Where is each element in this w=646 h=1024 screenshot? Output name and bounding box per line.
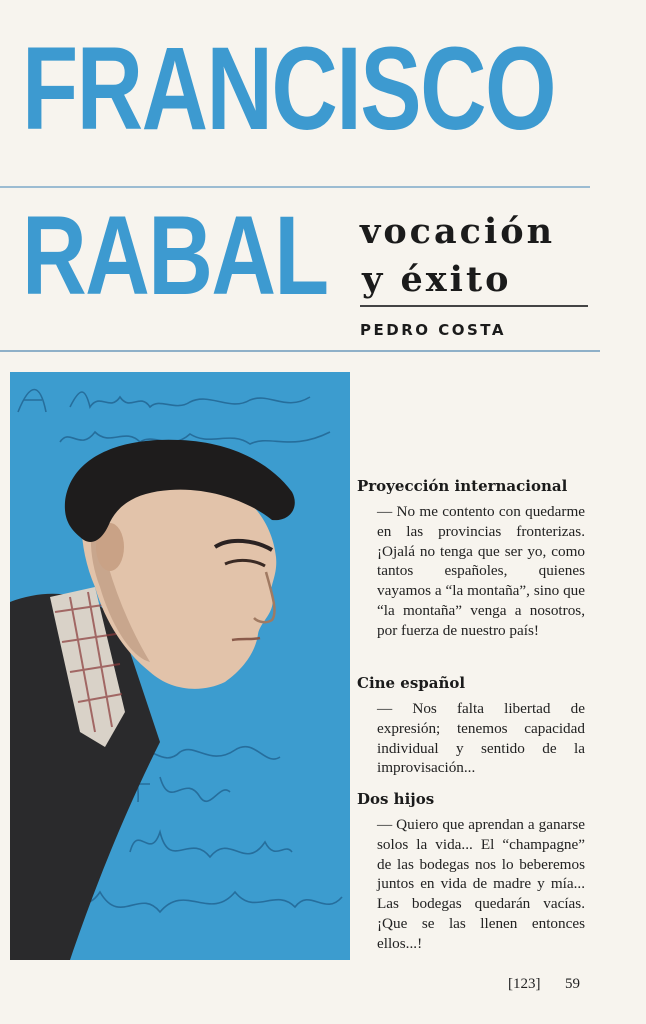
subtitle-line-2: y éxito (362, 259, 512, 300)
issue-number: [123] (508, 976, 541, 992)
portrait-illustration (10, 372, 350, 960)
page-number: 59 (565, 976, 580, 992)
section-body: — Quiero que aprendan a ganarse solos la vida... El “champagne” de las bodegas nos lo beberemos juntos en vida de madre y mía... Las bodegas quedarán vacías. ¡Que se las llenen entonces ellos...! (377, 816, 585, 952)
section-body: — Nos falta libertad de expresión; tenemos capacidad individual y sentido de la improvisación... (377, 700, 585, 777)
section-heading: Dos hijos (357, 790, 435, 808)
title-first-name: FRANCISCO (22, 23, 556, 155)
mouth (232, 638, 260, 640)
header-divider (0, 350, 600, 352)
section-heading: Proyección internacional (357, 477, 568, 495)
subtitle-divider (360, 305, 588, 307)
subtitle-line-1: vocación (360, 211, 556, 252)
author-byline: PEDRO COSTA (360, 321, 506, 339)
portrait-photo (10, 372, 350, 960)
section-heading: Cine español (357, 674, 466, 692)
title-last-name: RABAL (22, 193, 328, 318)
title-divider (0, 186, 590, 188)
section-body: — No me contento con quedarme en las provincias fronterizas. ¡Ojalá no tenga que ser yo, como tantos españoles, quienes vayamos a “la montaña”, sino que “la montaña” venga a nosotros, por fuerza de nuestro país! (377, 503, 585, 639)
